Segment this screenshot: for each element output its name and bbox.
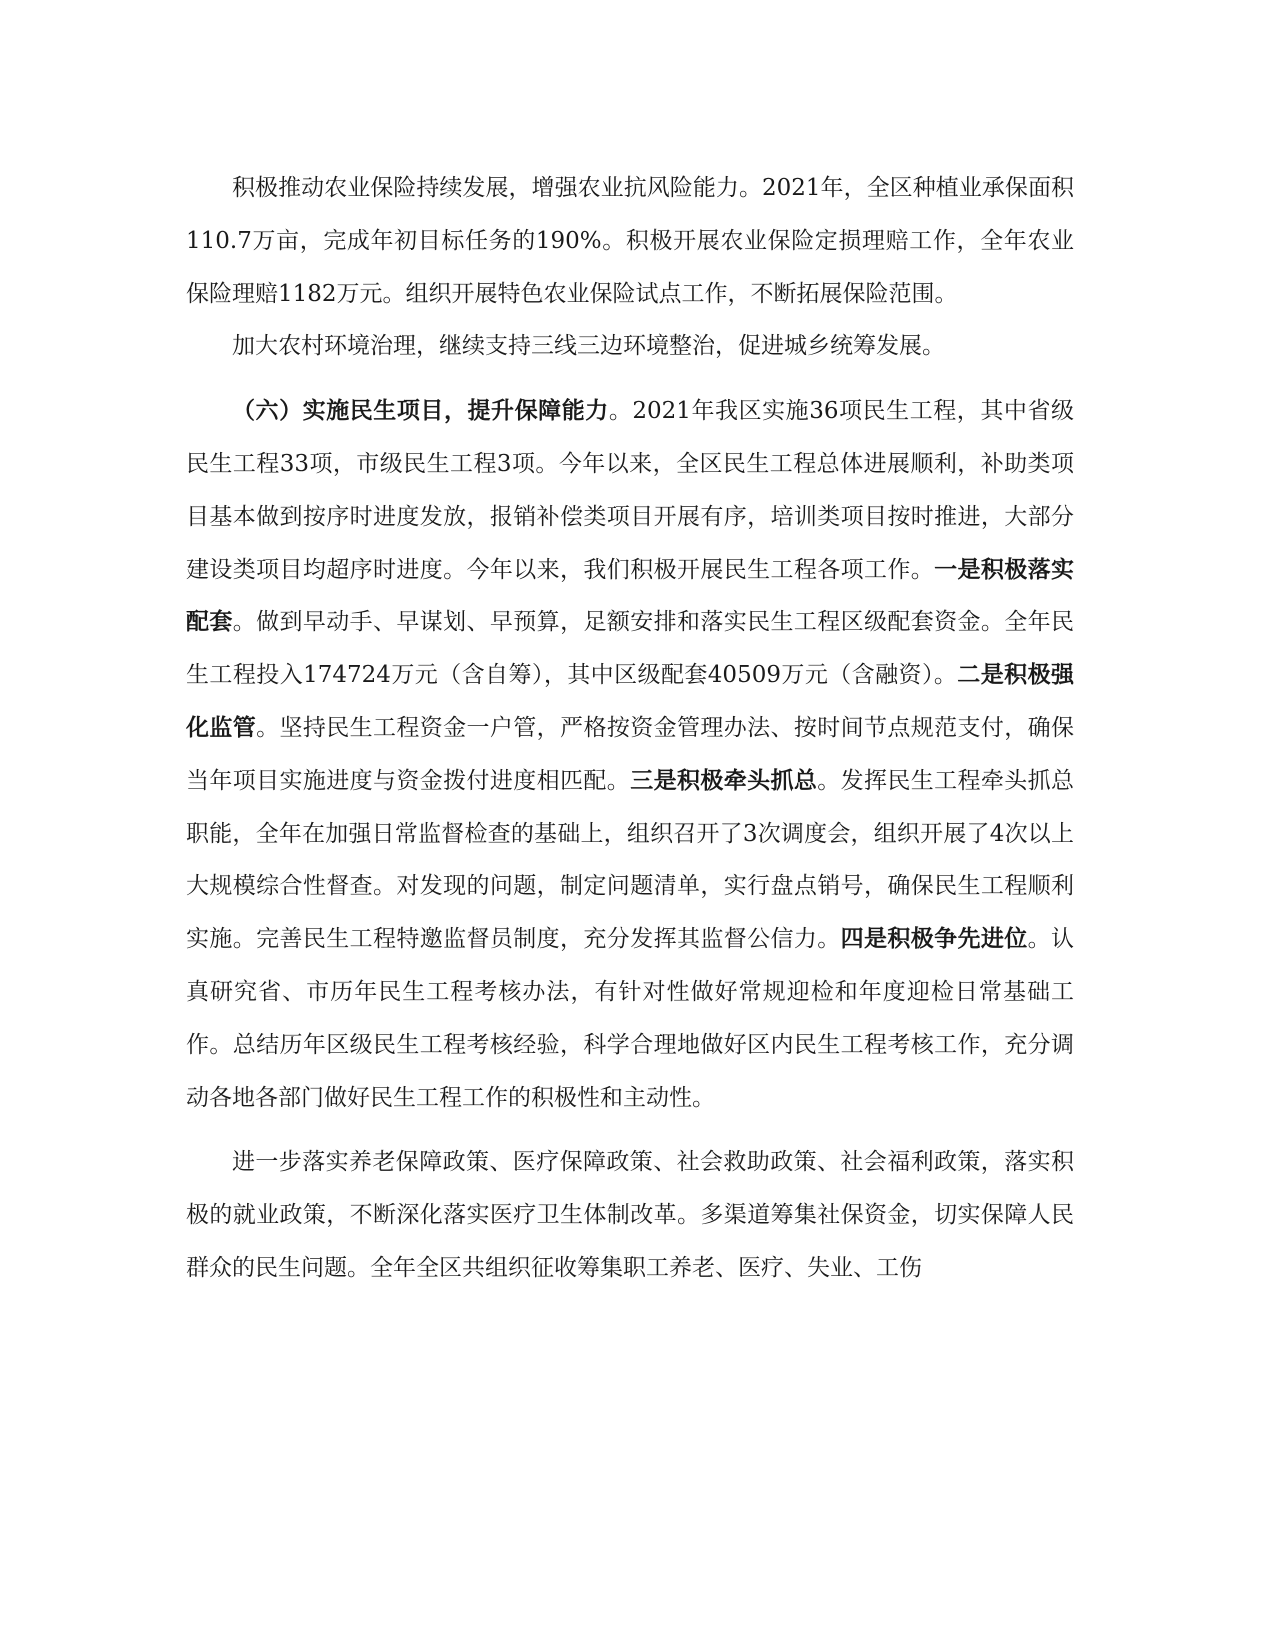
paragraph-text: 。发挥民生工程牵头抓总职能，全年在加强日常监督检查的基础上，组织召开了3次调度会，组织开展了4次以上大规模综合性督查。对发现的问题，制定问题清单，实行盘点销号，确保民生工程顺利实施。完善民生工程特邀监督员制度，充分发挥其监督公信力。 [186, 767, 1075, 953]
paragraph-social-security [186, 1136, 1074, 1294]
point-heading-3: 三是积极牵头抓总 [630, 767, 818, 794]
paragraph-text: 。认真研究省、市历年民生工程考核办法，有针对性做好常规迎检和年度迎检日常基础工作。总结历年区级民生工程考核经验，科学合理地做好区内民生工程考核工作，充分调动各地各部门做好民生工程工作的积极性和主动性。 [186, 926, 1075, 1111]
point-heading-4: 四是积极争先进位 [840, 926, 1028, 953]
paragraph-text: 。2021年我区实施36项民生工程，其中省级民生工程33项，市级民生工程3项。今年以来，全区民生工程总体进展顺利，补助类项目基本做到按序时进度发放，报销补偿类项目开展有序，培训类项目按时推进，大部分建设类项目均超序时进度。今年以来，我们积极开展民生工程各项工作。 [186, 398, 1074, 583]
point-heading-2: 二是积极强化监管 [186, 662, 1074, 741]
point-heading-1: 一是积极落实配套 [186, 556, 1075, 636]
paragraph-text: 加大农村环境治理，继续支持三线三边环境整治，促进城乡统筹发展。 [232, 333, 945, 360]
paragraph-text: 。坚持民生工程资金一户管，严格按资金管理办法、按时间节点规范支付，确保当年项目实施进度与资金拨付进度相匹配。 [186, 714, 1075, 794]
section-heading: （六）实施民生项目，提升保障能力 [232, 398, 609, 425]
document-body [186, 162, 1074, 1295]
paragraph-livelihood-projects [186, 385, 1074, 1124]
paragraph-agri-insurance [186, 162, 1074, 320]
paragraph-rural-environment [186, 320, 1074, 373]
paragraph-text: 积极推动农业保险持续发展，增强农业抗风险能力。2021年，全区种植业承保面积110.7万亩，完成年初目标任务的190%。积极开展农业保险定损理赔工作，全年农业保险理赔1182万元。组织开展特色农业保险试点工作，不断拓展保险范围。 [186, 175, 1074, 307]
paragraph-text: 进一步落实养老保障政策、医疗保障政策、社会救助政策、社会福利政策，落实积极的就业政策，不断深化落实医疗卫生体制改革。多渠道筹集社保资金，切实保障人民群众的民生问题。全年全区共组织征收筹集职工养老、医疗、失业、工伤 [186, 1149, 1074, 1281]
paragraph-text: 。做到早动手、早谋划、早预算，足额安排和落实民生工程区级配套资金。全年民生工程投入174724万元（含自筹），其中区级配套40509万元（含融资）。 [186, 609, 1075, 689]
